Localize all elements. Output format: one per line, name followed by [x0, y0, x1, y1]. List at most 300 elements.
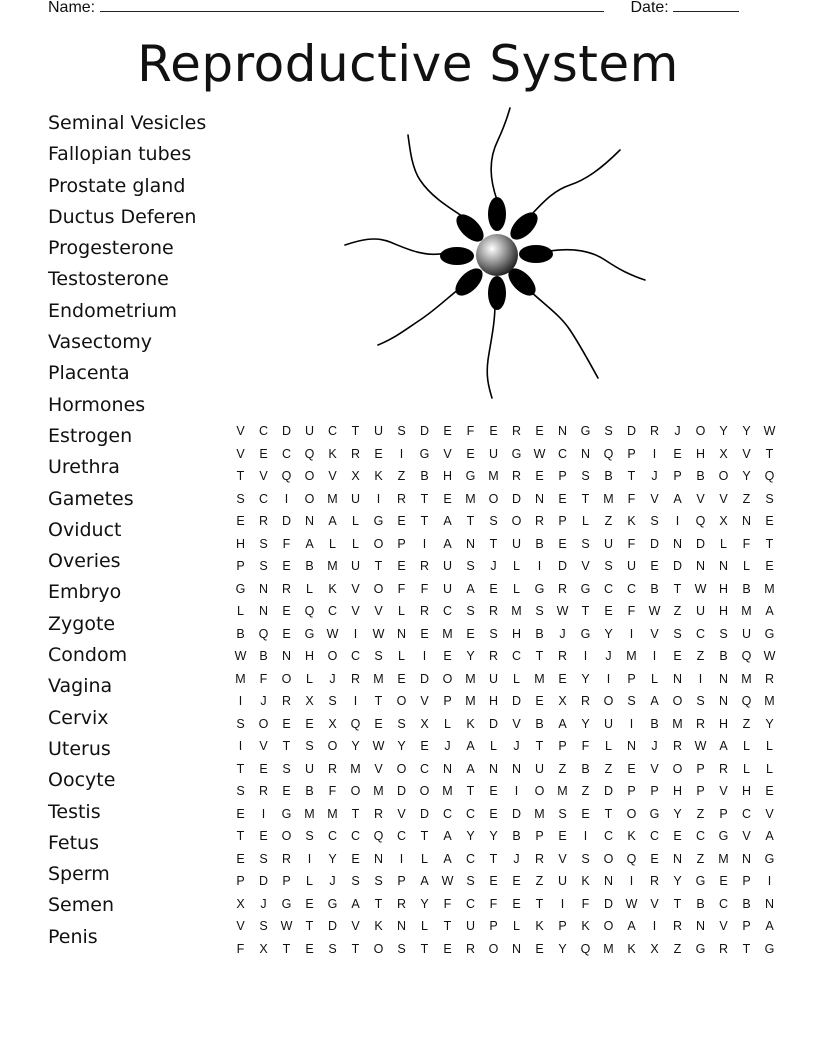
grid-letter[interactable]: D: [419, 806, 430, 821]
grid-letter[interactable]: Z: [742, 716, 751, 731]
grid-letter[interactable]: E: [236, 514, 245, 529]
grid-letter[interactable]: O: [327, 649, 338, 664]
grid-letter[interactable]: H: [695, 446, 706, 461]
grid-letter[interactable]: I: [629, 626, 634, 641]
grid-letter[interactable]: H: [718, 716, 729, 731]
grid-letter[interactable]: S: [696, 694, 705, 709]
grid-letter[interactable]: E: [604, 604, 613, 619]
grid-letter[interactable]: Z: [673, 941, 682, 956]
grid-letter[interactable]: E: [558, 536, 567, 551]
grid-letter[interactable]: U: [465, 919, 476, 934]
grid-letter[interactable]: I: [652, 919, 657, 934]
grid-letter[interactable]: L: [490, 739, 497, 754]
grid-letter[interactable]: G: [718, 829, 729, 844]
grid-letter[interactable]: C: [350, 649, 361, 664]
grid-letter[interactable]: R: [649, 874, 660, 889]
grid-letter[interactable]: M: [327, 806, 338, 821]
grid-letter[interactable]: I: [629, 874, 634, 889]
grid-letter[interactable]: E: [282, 716, 291, 731]
grid-letter[interactable]: C: [396, 829, 407, 844]
grid-letter[interactable]: B: [650, 581, 659, 596]
grid-letter[interactable]: N: [557, 424, 568, 439]
grid-letter[interactable]: Y: [489, 829, 498, 844]
grid-letter[interactable]: A: [627, 919, 636, 934]
grid-letter[interactable]: E: [374, 446, 383, 461]
grid-letter[interactable]: E: [351, 851, 360, 866]
grid-letter[interactable]: N: [718, 559, 729, 574]
grid-letter[interactable]: A: [443, 829, 452, 844]
grid-letter[interactable]: E: [282, 626, 291, 641]
grid-letter[interactable]: P: [397, 874, 406, 889]
grid-letter[interactable]: O: [327, 739, 338, 754]
grid-letter[interactable]: O: [672, 761, 683, 776]
grid-letter[interactable]: B: [305, 784, 314, 799]
grid-letter[interactable]: O: [281, 671, 292, 686]
grid-letter[interactable]: P: [742, 874, 751, 889]
grid-letter[interactable]: D: [511, 491, 522, 506]
grid-letter[interactable]: L: [398, 604, 405, 619]
grid-letter[interactable]: W: [694, 739, 707, 754]
grid-letter[interactable]: M: [718, 851, 729, 866]
grid-letter[interactable]: F: [627, 491, 636, 506]
grid-letter[interactable]: Y: [420, 896, 429, 911]
grid-letter[interactable]: C: [327, 424, 338, 439]
name-blank-line[interactable]: [100, 0, 604, 12]
grid-letter[interactable]: Y: [466, 649, 475, 664]
grid-letter[interactable]: G: [580, 626, 591, 641]
grid-letter[interactable]: V: [742, 446, 751, 461]
grid-letter[interactable]: L: [513, 919, 520, 934]
grid-letter[interactable]: C: [649, 829, 660, 844]
grid-letter[interactable]: I: [606, 671, 611, 686]
grid-letter[interactable]: E: [558, 671, 567, 686]
grid-letter[interactable]: S: [581, 536, 590, 551]
grid-letter[interactable]: E: [420, 626, 429, 641]
grid-letter[interactable]: E: [397, 671, 406, 686]
grid-letter[interactable]: W: [648, 604, 661, 619]
grid-letter[interactable]: L: [421, 851, 428, 866]
grid-letter[interactable]: U: [626, 559, 637, 574]
grid-letter[interactable]: R: [488, 604, 499, 619]
grid-letter[interactable]: V: [374, 761, 383, 776]
grid-letter[interactable]: T: [420, 514, 429, 529]
grid-letter[interactable]: C: [258, 424, 269, 439]
grid-letter[interactable]: M: [442, 626, 453, 641]
grid-letter[interactable]: R: [557, 581, 568, 596]
grid-letter[interactable]: M: [488, 469, 499, 484]
grid-letter[interactable]: Y: [719, 424, 728, 439]
grid-letter[interactable]: I: [514, 784, 519, 799]
grid-letter[interactable]: S: [259, 536, 268, 551]
grid-letter[interactable]: T: [420, 829, 429, 844]
grid-letter[interactable]: E: [443, 491, 452, 506]
grid-letter[interactable]: G: [580, 581, 591, 596]
grid-letter[interactable]: N: [396, 626, 407, 641]
grid-letter[interactable]: V: [719, 491, 728, 506]
grid-letter[interactable]: L: [513, 559, 520, 574]
grid-letter[interactable]: L: [513, 671, 520, 686]
grid-letter[interactable]: B: [259, 649, 268, 664]
grid-letter[interactable]: M: [672, 716, 683, 731]
grid-letter[interactable]: A: [765, 829, 774, 844]
grid-letter[interactable]: G: [764, 851, 775, 866]
grid-letter[interactable]: B: [696, 469, 705, 484]
grid-letter[interactable]: C: [465, 806, 476, 821]
grid-letter[interactable]: R: [764, 671, 775, 686]
grid-letter[interactable]: M: [465, 671, 476, 686]
grid-letter[interactable]: L: [444, 716, 451, 731]
grid-letter[interactable]: L: [720, 536, 727, 551]
grid-letter[interactable]: B: [512, 829, 521, 844]
grid-letter[interactable]: A: [466, 739, 475, 754]
grid-letter[interactable]: L: [237, 604, 244, 619]
grid-letter[interactable]: S: [466, 559, 475, 574]
grid-letter[interactable]: A: [443, 536, 452, 551]
grid-letter[interactable]: S: [236, 491, 245, 506]
grid-letter[interactable]: B: [535, 536, 544, 551]
grid-letter[interactable]: Q: [258, 626, 269, 641]
grid-letter[interactable]: O: [603, 694, 614, 709]
grid-letter[interactable]: D: [281, 424, 292, 439]
grid-letter[interactable]: B: [742, 581, 751, 596]
grid-letter[interactable]: Z: [604, 761, 613, 776]
grid-letter[interactable]: F: [581, 896, 590, 911]
grid-letter[interactable]: E: [305, 941, 314, 956]
grid-letter[interactable]: I: [238, 694, 243, 709]
grid-letter[interactable]: V: [581, 559, 590, 574]
grid-letter[interactable]: N: [488, 761, 499, 776]
grid-letter[interactable]: C: [465, 851, 476, 866]
grid-letter[interactable]: X: [719, 446, 728, 461]
grid-letter[interactable]: F: [236, 941, 245, 956]
grid-letter[interactable]: E: [673, 829, 682, 844]
grid-letter[interactable]: G: [304, 626, 315, 641]
grid-letter[interactable]: R: [534, 514, 545, 529]
grid-letter[interactable]: P: [627, 446, 636, 461]
grid-letter[interactable]: E: [489, 874, 498, 889]
grid-letter[interactable]: W: [763, 649, 776, 664]
grid-letter[interactable]: M: [373, 784, 384, 799]
grid-letter[interactable]: S: [236, 716, 245, 731]
grid-letter[interactable]: L: [513, 581, 520, 596]
grid-letter[interactable]: U: [603, 536, 614, 551]
grid-letter[interactable]: Q: [741, 694, 752, 709]
grid-letter[interactable]: J: [329, 671, 336, 686]
grid-letter[interactable]: W: [441, 874, 454, 889]
grid-letter[interactable]: U: [442, 559, 453, 574]
grid-letter[interactable]: N: [511, 761, 522, 776]
grid-letter[interactable]: E: [374, 716, 383, 731]
grid-letter[interactable]: V: [374, 604, 383, 619]
grid-letter[interactable]: R: [672, 919, 683, 934]
grid-letter[interactable]: R: [258, 784, 269, 799]
grid-letter[interactable]: S: [305, 739, 314, 754]
grid-letter[interactable]: I: [767, 874, 772, 889]
grid-letter[interactable]: S: [328, 941, 337, 956]
grid-letter[interactable]: Z: [696, 649, 705, 664]
grid-letter[interactable]: X: [259, 941, 268, 956]
grid-letter[interactable]: M: [511, 604, 522, 619]
grid-letter[interactable]: S: [627, 694, 636, 709]
grid-letter[interactable]: Z: [673, 604, 682, 619]
grid-letter[interactable]: T: [420, 941, 429, 956]
grid-letter[interactable]: L: [306, 581, 313, 596]
grid-letter[interactable]: T: [742, 941, 751, 956]
grid-letter[interactable]: U: [534, 761, 545, 776]
grid-letter[interactable]: G: [281, 806, 292, 821]
grid-letter[interactable]: S: [604, 424, 613, 439]
grid-letter[interactable]: J: [651, 739, 658, 754]
grid-letter[interactable]: Y: [604, 626, 613, 641]
grid-letter[interactable]: N: [672, 536, 683, 551]
grid-letter[interactable]: C: [327, 829, 338, 844]
grid-letter[interactable]: L: [329, 536, 336, 551]
grid-letter[interactable]: P: [236, 559, 245, 574]
grid-letter[interactable]: A: [466, 581, 475, 596]
grid-letter[interactable]: L: [605, 739, 612, 754]
grid-letter[interactable]: T: [374, 559, 383, 574]
grid-letter[interactable]: D: [419, 424, 430, 439]
grid-letter[interactable]: N: [718, 694, 729, 709]
grid-letter[interactable]: O: [304, 491, 315, 506]
grid-letter[interactable]: E: [765, 784, 774, 799]
grid-letter[interactable]: M: [235, 671, 246, 686]
grid-letter[interactable]: R: [350, 671, 361, 686]
grid-letter[interactable]: E: [466, 446, 475, 461]
grid-letter[interactable]: F: [627, 604, 636, 619]
grid-letter[interactable]: V: [650, 761, 659, 776]
grid-letter[interactable]: P: [650, 784, 659, 799]
grid-letter[interactable]: J: [490, 559, 497, 574]
grid-letter[interactable]: Y: [742, 469, 751, 484]
grid-letter[interactable]: H: [672, 784, 683, 799]
grid-letter[interactable]: K: [328, 446, 337, 461]
grid-letter[interactable]: X: [351, 469, 360, 484]
grid-letter[interactable]: E: [673, 446, 682, 461]
grid-letter[interactable]: N: [534, 491, 545, 506]
grid-letter[interactable]: T: [305, 919, 314, 934]
grid-letter[interactable]: N: [281, 649, 292, 664]
grid-letter[interactable]: D: [281, 514, 292, 529]
grid-letter[interactable]: A: [466, 761, 475, 776]
grid-letter[interactable]: C: [695, 829, 706, 844]
grid-letter[interactable]: H: [718, 581, 729, 596]
grid-letter[interactable]: S: [673, 626, 682, 641]
grid-letter[interactable]: A: [351, 896, 360, 911]
grid-letter[interactable]: E: [259, 829, 268, 844]
grid-letter[interactable]: Q: [626, 851, 637, 866]
grid-letter[interactable]: R: [465, 941, 476, 956]
grid-letter[interactable]: M: [327, 491, 338, 506]
grid-letter[interactable]: Z: [581, 784, 590, 799]
grid-letter[interactable]: M: [534, 806, 545, 821]
grid-letter[interactable]: U: [557, 874, 568, 889]
grid-letter[interactable]: S: [351, 874, 360, 889]
grid-letter[interactable]: S: [259, 851, 268, 866]
grid-letter[interactable]: S: [305, 829, 314, 844]
grid-letter[interactable]: E: [673, 649, 682, 664]
grid-letter[interactable]: O: [350, 784, 361, 799]
grid-letter[interactable]: Z: [742, 491, 751, 506]
grid-letter[interactable]: C: [442, 604, 453, 619]
grid-letter[interactable]: C: [511, 649, 522, 664]
grid-letter[interactable]: V: [236, 446, 245, 461]
grid-letter[interactable]: I: [307, 851, 312, 866]
grid-letter[interactable]: E: [305, 716, 314, 731]
grid-letter[interactable]: L: [743, 739, 750, 754]
grid-letter[interactable]: W: [372, 626, 385, 641]
grid-letter[interactable]: Y: [466, 829, 475, 844]
grid-letter[interactable]: V: [742, 829, 751, 844]
grid-letter[interactable]: S: [535, 604, 544, 619]
grid-letter[interactable]: V: [420, 694, 429, 709]
grid-letter[interactable]: P: [558, 919, 567, 934]
grid-letter[interactable]: C: [603, 829, 614, 844]
grid-letter[interactable]: V: [236, 919, 245, 934]
grid-letter[interactable]: P: [443, 694, 452, 709]
grid-letter[interactable]: S: [236, 784, 245, 799]
grid-letter[interactable]: P: [236, 874, 245, 889]
grid-letter[interactable]: O: [396, 761, 407, 776]
grid-letter[interactable]: O: [281, 829, 292, 844]
grid-letter[interactable]: O: [442, 671, 453, 686]
grid-letter[interactable]: M: [603, 491, 614, 506]
grid-letter[interactable]: R: [534, 851, 545, 866]
grid-letter[interactable]: K: [466, 716, 475, 731]
grid-letter[interactable]: I: [376, 491, 381, 506]
grid-letter[interactable]: C: [327, 604, 338, 619]
grid-letter[interactable]: B: [650, 716, 659, 731]
grid-letter[interactable]: C: [626, 581, 637, 596]
grid-letter[interactable]: J: [559, 626, 566, 641]
grid-letter[interactable]: P: [397, 536, 406, 551]
grid-letter[interactable]: C: [603, 581, 614, 596]
grid-letter[interactable]: E: [535, 941, 544, 956]
grid-letter[interactable]: M: [442, 784, 453, 799]
grid-letter[interactable]: N: [258, 604, 269, 619]
grid-letter[interactable]: T: [236, 829, 245, 844]
grid-letter[interactable]: C: [465, 896, 476, 911]
grid-letter[interactable]: E: [558, 491, 567, 506]
grid-letter[interactable]: I: [652, 446, 657, 461]
grid-letter[interactable]: J: [444, 739, 451, 754]
grid-letter[interactable]: E: [535, 469, 544, 484]
grid-letter[interactable]: I: [238, 739, 243, 754]
grid-letter[interactable]: H: [304, 649, 315, 664]
grid-letter[interactable]: Z: [558, 761, 567, 776]
grid-letter[interactable]: A: [558, 716, 567, 731]
grid-letter[interactable]: T: [282, 739, 291, 754]
grid-letter[interactable]: T: [581, 604, 590, 619]
grid-letter[interactable]: Q: [350, 716, 361, 731]
grid-letter[interactable]: O: [672, 694, 683, 709]
grid-letter[interactable]: I: [353, 694, 358, 709]
grid-letter[interactable]: P: [558, 514, 567, 529]
grid-letter[interactable]: V: [236, 424, 245, 439]
grid-letter[interactable]: R: [327, 761, 338, 776]
grid-letter[interactable]: J: [651, 469, 658, 484]
grid-letter[interactable]: E: [558, 829, 567, 844]
grid-letter[interactable]: J: [605, 649, 612, 664]
grid-letter[interactable]: N: [373, 851, 384, 866]
grid-letter[interactable]: E: [305, 896, 314, 911]
grid-letter[interactable]: K: [627, 941, 636, 956]
grid-letter[interactable]: T: [489, 851, 498, 866]
grid-letter[interactable]: D: [649, 536, 660, 551]
grid-letter[interactable]: N: [465, 536, 476, 551]
grid-letter[interactable]: D: [603, 896, 614, 911]
grid-letter[interactable]: N: [304, 514, 315, 529]
grid-letter[interactable]: K: [535, 919, 544, 934]
grid-letter[interactable]: I: [675, 514, 680, 529]
grid-letter[interactable]: C: [741, 806, 752, 821]
grid-letter[interactable]: W: [763, 424, 776, 439]
grid-letter[interactable]: E: [719, 874, 728, 889]
grid-letter[interactable]: M: [603, 941, 614, 956]
grid-letter[interactable]: M: [764, 581, 775, 596]
grid-letter[interactable]: D: [396, 784, 407, 799]
grid-letter[interactable]: N: [741, 514, 752, 529]
grid-letter[interactable]: D: [695, 536, 706, 551]
grid-letter[interactable]: N: [258, 581, 269, 596]
grid-letter[interactable]: W: [694, 581, 707, 596]
grid-letter[interactable]: G: [235, 581, 246, 596]
grid-letter[interactable]: Y: [581, 671, 590, 686]
grid-letter[interactable]: E: [765, 514, 774, 529]
grid-letter[interactable]: W: [556, 604, 569, 619]
grid-letter[interactable]: U: [350, 559, 361, 574]
grid-letter[interactable]: Z: [696, 851, 705, 866]
grid-letter[interactable]: T: [535, 896, 544, 911]
grid-letter[interactable]: O: [695, 424, 706, 439]
grid-letter[interactable]: Y: [328, 851, 337, 866]
grid-letter[interactable]: F: [420, 581, 429, 596]
grid-letter[interactable]: P: [719, 806, 728, 821]
grid-letter[interactable]: H: [741, 784, 752, 799]
grid-letter[interactable]: G: [465, 469, 476, 484]
grid-letter[interactable]: W: [280, 919, 293, 934]
grid-letter[interactable]: R: [718, 761, 729, 776]
date-blank-line[interactable]: [673, 0, 739, 12]
grid-letter[interactable]: D: [626, 424, 637, 439]
grid-letter[interactable]: E: [443, 424, 452, 439]
grid-letter[interactable]: D: [327, 919, 338, 934]
grid-letter[interactable]: S: [558, 806, 567, 821]
grid-letter[interactable]: R: [419, 559, 430, 574]
grid-letter[interactable]: X: [719, 514, 728, 529]
grid-letter[interactable]: O: [419, 784, 430, 799]
grid-letter[interactable]: N: [580, 446, 591, 461]
grid-letter[interactable]: R: [718, 941, 729, 956]
grid-letter[interactable]: X: [558, 694, 567, 709]
grid-letter[interactable]: U: [511, 536, 522, 551]
grid-letter[interactable]: L: [743, 559, 750, 574]
grid-letter[interactable]: O: [626, 806, 637, 821]
grid-letter[interactable]: R: [695, 716, 706, 731]
grid-letter[interactable]: I: [422, 536, 427, 551]
grid-letter[interactable]: X: [328, 716, 337, 731]
grid-letter[interactable]: A: [673, 491, 682, 506]
grid-letter[interactable]: V: [650, 491, 659, 506]
grid-letter[interactable]: I: [399, 851, 404, 866]
grid-letter[interactable]: Q: [304, 446, 315, 461]
grid-letter[interactable]: G: [764, 626, 775, 641]
grid-letter[interactable]: T: [535, 649, 544, 664]
grid-letter[interactable]: O: [488, 491, 499, 506]
grid-letter[interactable]: E: [282, 559, 291, 574]
grid-letter[interactable]: R: [396, 491, 407, 506]
grid-letter[interactable]: A: [443, 514, 452, 529]
